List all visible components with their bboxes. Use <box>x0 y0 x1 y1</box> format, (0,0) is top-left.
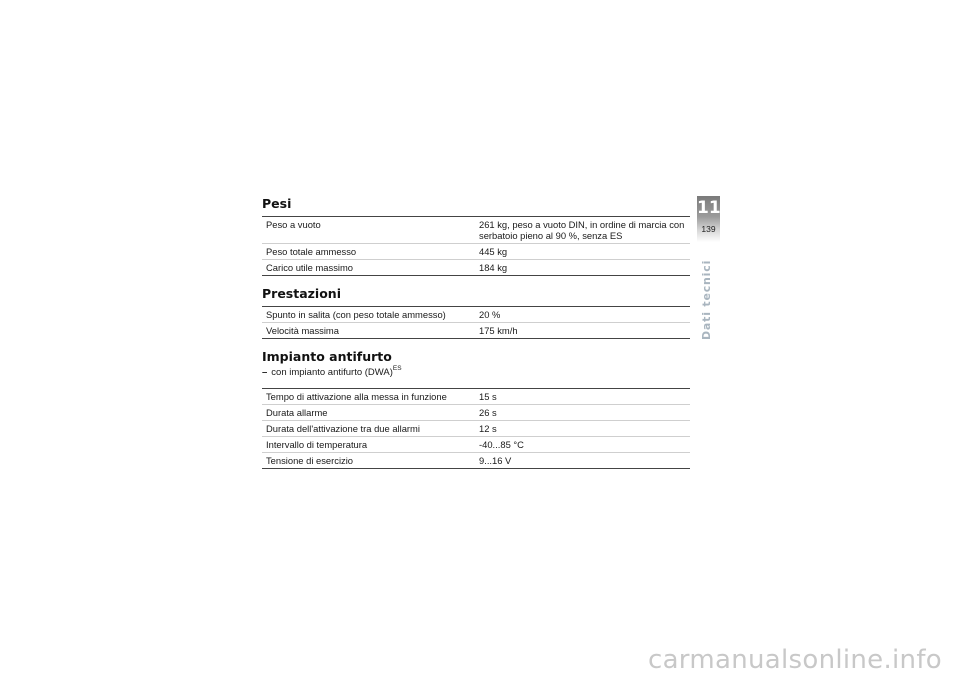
note-dash: – <box>262 367 268 378</box>
row-value: 20 % <box>479 309 501 320</box>
table-row <box>262 260 690 276</box>
row-value: 175 km/h <box>475 323 690 339</box>
row-label: Spunto in salita (con peso totale ammesso) <box>266 309 446 320</box>
table-pesi <box>262 216 690 276</box>
row-value: 261 kg, peso a vuoto DIN, in ordine di marcia con serbatoio pieno al 90 %, senza ES <box>479 219 685 241</box>
watermark: carmanualsonline.info <box>647 645 942 675</box>
table-prestazioni <box>262 306 690 339</box>
chapter-number: 11 <box>697 198 721 218</box>
section-title-pesi: Pesi <box>262 196 292 211</box>
row-value: 445 kg <box>475 244 690 260</box>
chapter-side-title: Dati tecnici <box>700 259 713 340</box>
row-value: 184 kg <box>475 260 690 276</box>
row-label: Intervallo di temperatura <box>262 437 475 453</box>
section-title-prestazioni: Prestazioni <box>262 286 341 301</box>
row-label: Peso a vuoto <box>266 219 321 230</box>
row-label: Tempo di attivazione alla messa in funzione <box>266 391 447 402</box>
row-value: -40...85 °C <box>475 437 690 453</box>
row-label: Carico utile massimo <box>262 260 475 276</box>
note-text <box>271 367 401 378</box>
antifurto-note <box>262 367 690 378</box>
row-value: 9...16 V <box>475 453 690 469</box>
chapter-tab <box>697 196 720 242</box>
manual-content <box>262 196 690 479</box>
table-row <box>262 405 690 421</box>
note-label: con impianto antifurto (DWA) <box>271 367 393 378</box>
row-value: 12 s <box>475 421 690 437</box>
row-label: Durata allarme <box>262 405 475 421</box>
row-label: Tensione di esercizio <box>262 453 475 469</box>
table-row <box>262 421 690 437</box>
row-label: Velocità massima <box>262 323 475 339</box>
table-row <box>262 437 690 453</box>
table-row <box>262 389 690 405</box>
table-antifurto <box>262 388 690 469</box>
table-row <box>262 244 690 260</box>
section-title-antifurto: Impianto antifurto <box>262 349 392 364</box>
table-row <box>262 323 690 339</box>
table-row <box>262 217 690 244</box>
table-row <box>262 453 690 469</box>
row-value: 26 s <box>475 405 690 421</box>
row-label: Durata dell'attivazione tra due allarmi <box>262 421 475 437</box>
note-superscript: ES <box>392 365 402 372</box>
table-row <box>262 307 690 323</box>
row-label: Peso totale ammesso <box>262 244 475 260</box>
row-value: 15 s <box>479 391 497 402</box>
page-number: 139 <box>701 224 716 234</box>
